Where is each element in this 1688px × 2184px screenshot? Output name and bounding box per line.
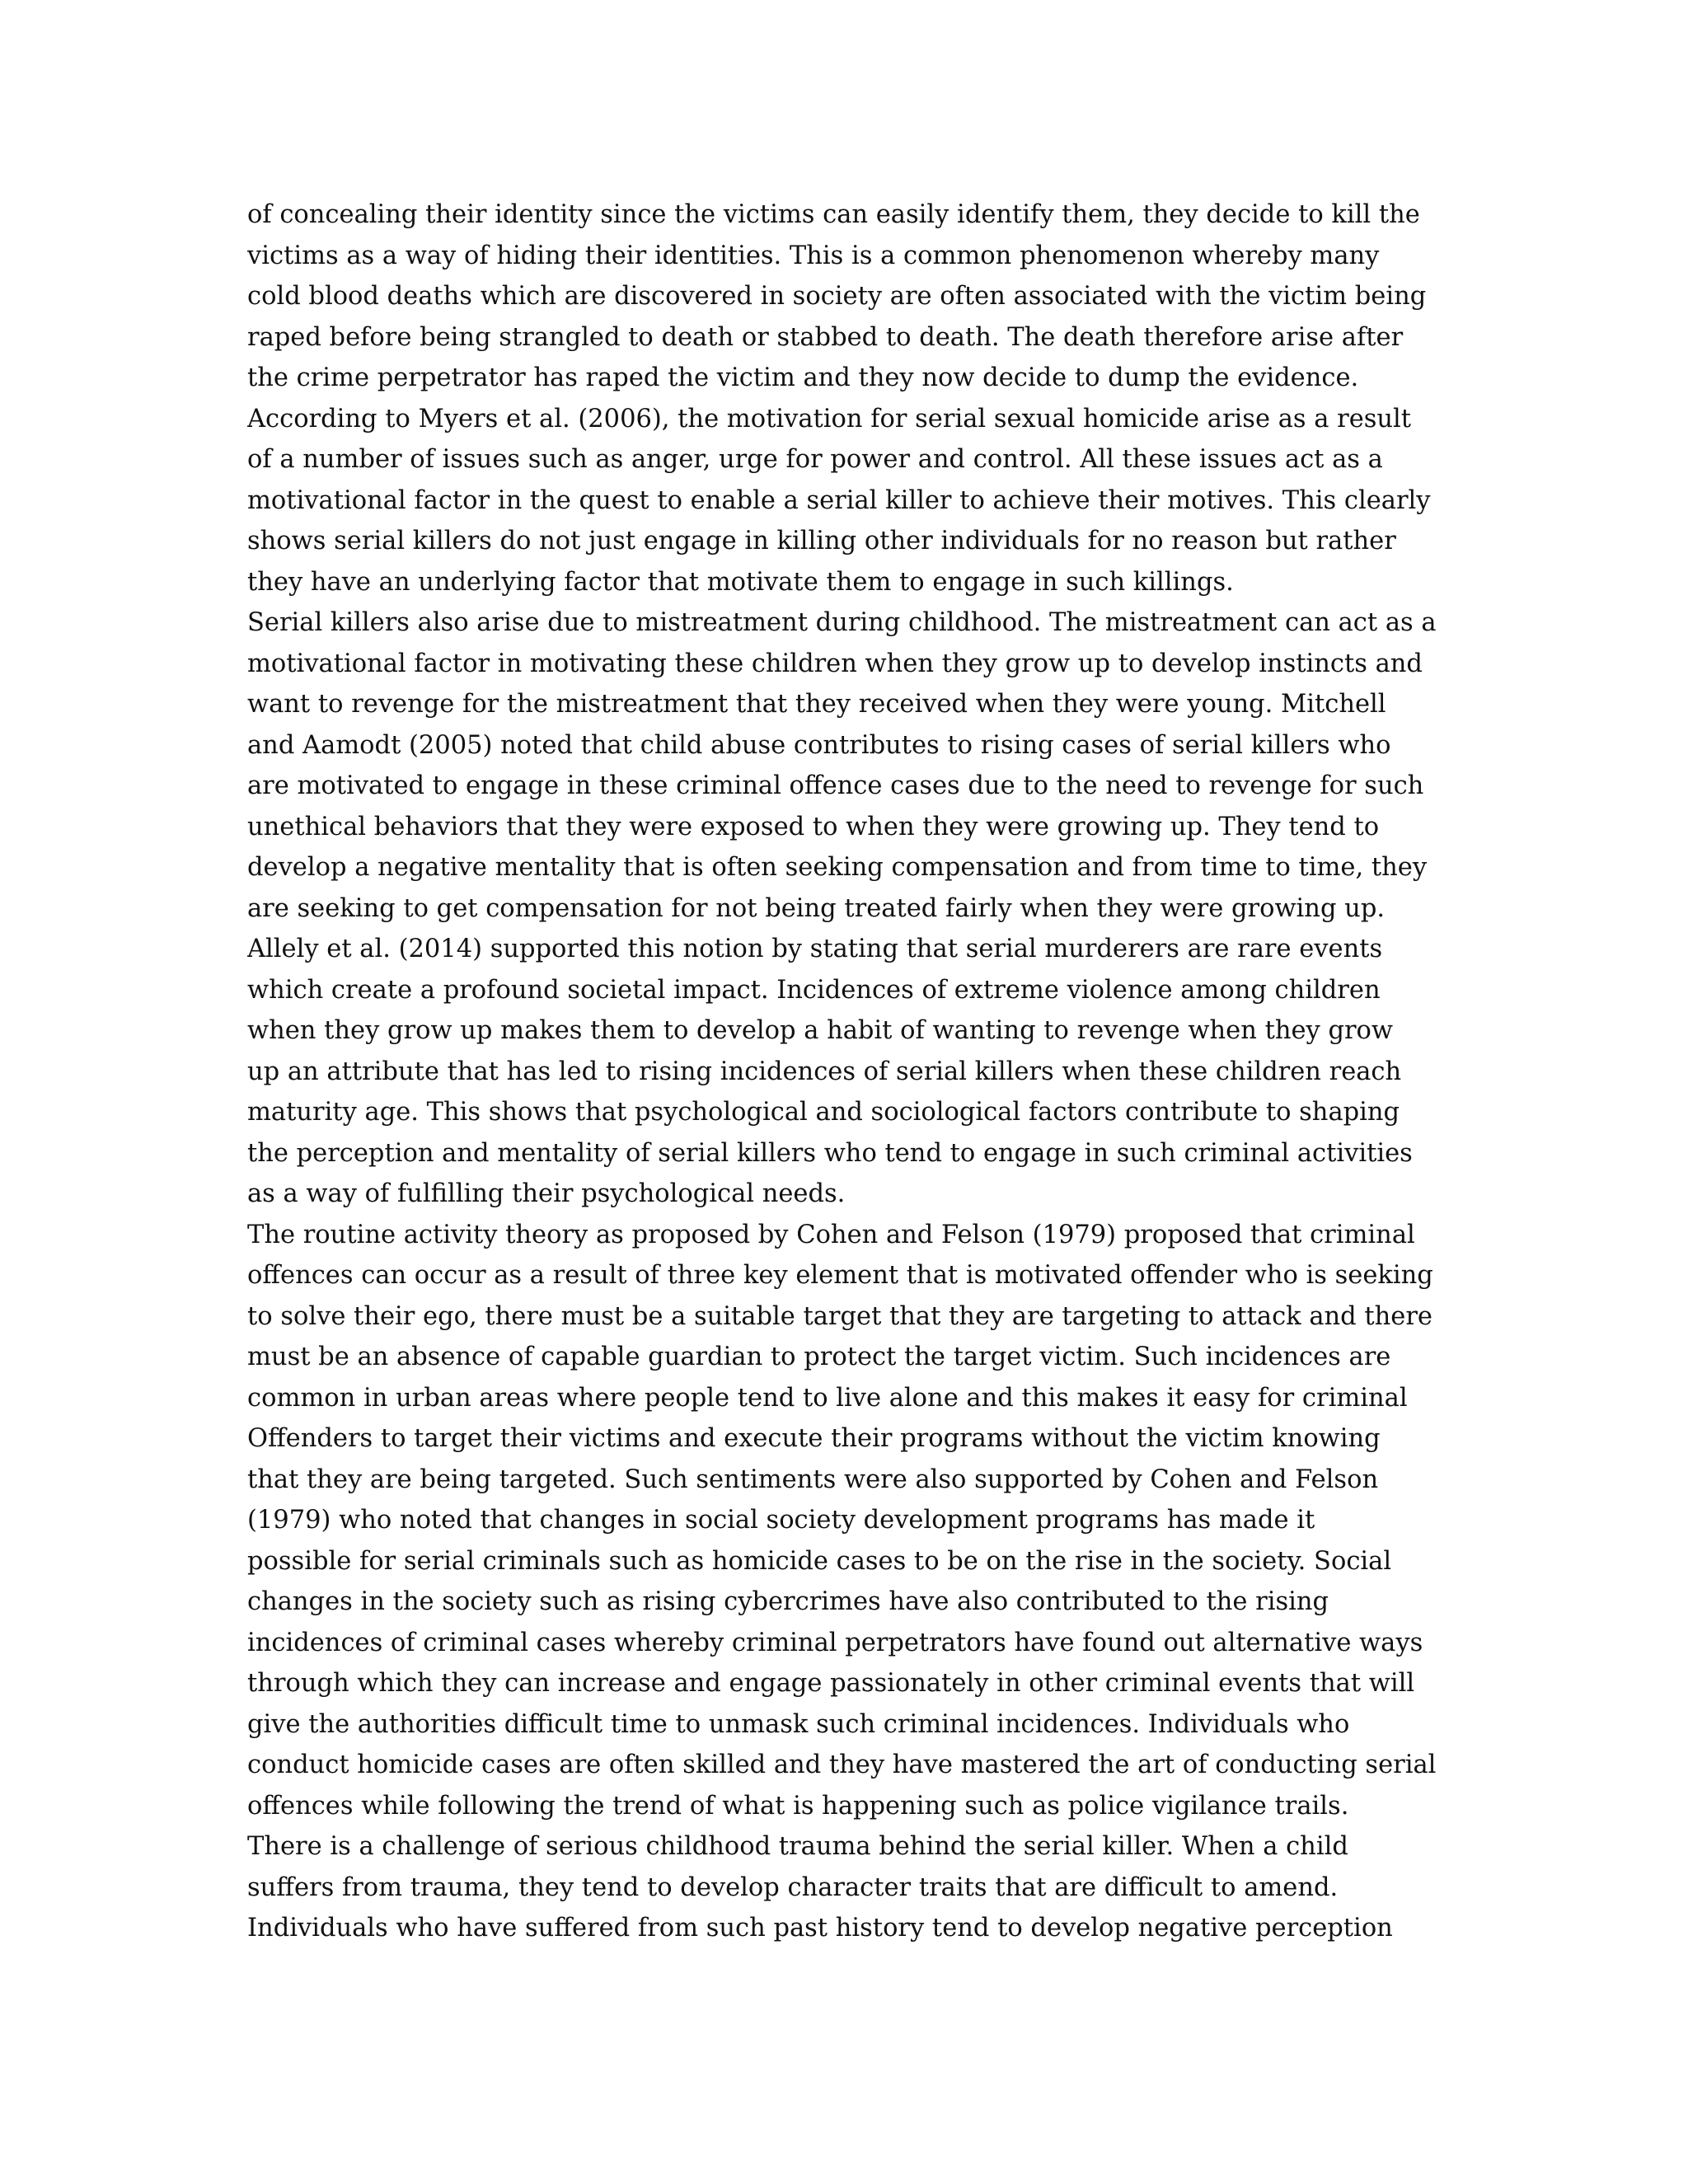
- text-line: motivational factor in motivating these children when they grow up to develop instincts and: [247, 649, 1423, 678]
- text-line: are motivated to engage in these criminal offence cases due to the need to revenge for such: [247, 771, 1424, 800]
- text-line: There is a challenge of serious childhood trauma behind the serial killer. When a child: [247, 1832, 1348, 1861]
- text-line: and Aamodt (2005) noted that child abuse contributes to rising cases of serial killers who: [247, 730, 1391, 760]
- text-line: to solve their ego, there must be a suitable target that they are targeting to attack and there: [247, 1301, 1432, 1331]
- text-line: Offenders to target their victims and execute their programs without the victim knowing: [247, 1424, 1381, 1453]
- text-line: Individuals who have suffered from such past history tend to develop negative perception: [247, 1914, 1393, 1943]
- text-line: raped before being strangled to death or stabbed to death. The death therefore arise after: [247, 322, 1404, 352]
- text-line: are seeking to get compensation for not being treated fairly when they were growing up.: [247, 893, 1386, 923]
- text-line: changes in the society such as rising cybercrimes have also contributed to the rising: [247, 1587, 1329, 1616]
- text-line: offences can occur as a result of three key element that is motivated offender who is seeking: [247, 1261, 1433, 1290]
- text-line: develop a negative mentality that is often seeking compensation and from time to time, they: [247, 853, 1428, 882]
- text-line: through which they can increase and engage passionately in other criminal events that will: [247, 1669, 1415, 1698]
- text-line: which create a profound societal impact. Incidences of extreme violence among children: [247, 975, 1381, 1005]
- text-line: the crime perpetrator has raped the victim and they now decide to dump the evidence.: [247, 363, 1359, 392]
- text-line: of concealing their identity since the victims can easily identify them, they decide to kill the: [247, 200, 1420, 229]
- text-line: The routine activity theory as proposed by Cohen and Felson (1979) proposed that criminal: [247, 1220, 1415, 1249]
- text-line: possible for serial criminals such as homicide cases to be on the rise in the society. Social: [247, 1546, 1392, 1576]
- text-line: (1979) who noted that changes in social society development programs has made it: [247, 1506, 1315, 1535]
- text-line: common in urban areas where people tend to live alone and this makes it easy for criminal: [247, 1383, 1408, 1413]
- text-line: conduct homicide cases are often skilled and they have mastered the art of conducting serial: [247, 1750, 1437, 1779]
- text-line: give the authorities difficult time to unmask such criminal incidences. Individuals who: [247, 1709, 1350, 1739]
- text-line: shows serial killers do not just engage in killing other individuals for no reason but rather: [247, 527, 1396, 555]
- text-line: victims as a way of hiding their identities. This is a common phenomenon whereby many: [247, 241, 1380, 270]
- text-line: must be an absence of capable guardian to protect the target victim. Such incidences are: [247, 1343, 1391, 1371]
- text-line: Serial killers also arise due to mistreatment during childhood. The mistreatment can act as a: [247, 608, 1437, 637]
- text-line: offences while following the trend of what is happening such as police vigilance trails.: [247, 1791, 1349, 1821]
- text-line: the perception and mentality of serial killers who tend to engage in such criminal activities: [247, 1138, 1413, 1168]
- text-line: maturity age. This shows that psychological and sociological factors contribute to shaping: [247, 1098, 1400, 1127]
- text-line: up an attribute that has led to rising incidences of serial killers when these children reach: [247, 1057, 1402, 1086]
- text-line: when they grow up makes them to develop a habit of wanting to revenge when they grow: [247, 1016, 1394, 1045]
- text-line: that they are being targeted. Such sentiments were also supported by Cohen and Felson: [247, 1465, 1379, 1494]
- text-line: suffers from trauma, they tend to develop character traits that are difficult to amend.: [247, 1872, 1339, 1902]
- body-text: [247, 194, 1442, 1949]
- text-line: incidences of criminal cases whereby criminal perpetrators have found out alternative ways: [247, 1628, 1423, 1657]
- text-line: motivational factor in the quest to enable a serial killer to achieve their motives. This clearly: [247, 485, 1431, 515]
- text-line: they have an underlying factor that motivate them to engage in such killings.: [247, 567, 1234, 597]
- text-line: According to Myers et al. (2006), the motivation for serial sexual homicide arise as a result: [247, 404, 1412, 434]
- text-line: cold blood deaths which are discovered in society are often associated with the victim being: [247, 282, 1427, 311]
- text-line: as a way of fulfilling their psychological needs.: [247, 1179, 846, 1208]
- text-line: unethical behaviors that they were exposed to when they were growing up. They tend to: [247, 812, 1380, 841]
- text-line: of a number of issues such as anger, urge for power and control. All these issues act as a: [247, 445, 1383, 474]
- text-line: want to revenge for the mistreatment that they received when they were young. Mitchell: [247, 690, 1386, 719]
- text-line: Allely et al. (2014) supported this notion by stating that serial murderers are rare events: [247, 935, 1383, 963]
